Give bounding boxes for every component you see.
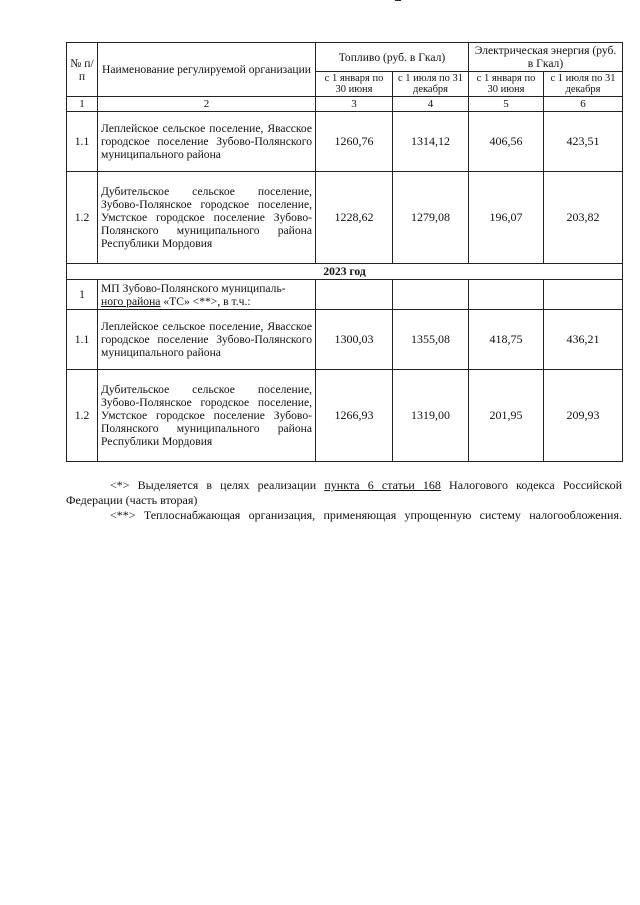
row-name: Дубительское сельское поселение, Зубово-Полянское городское поселение, Умстское городское поселение Зубово-Полянского муниципального района Республики Мордовия — [98, 172, 316, 264]
electricity-period1-value: 418,75 — [469, 310, 544, 370]
empty-cell — [469, 280, 544, 310]
table-row — [67, 310, 623, 370]
electricity-period1-header: с 1 января по 30 июня — [469, 72, 544, 97]
row-name: Леплейское сельское поселение, Явасское городское поселение Зубово-Полянского муниципального района — [98, 310, 316, 370]
index-cell: 5 — [469, 97, 544, 112]
row-number: 1.2 — [67, 172, 98, 264]
row-number: 1.2 — [67, 370, 98, 462]
electricity-period1-value: 196,07 — [469, 172, 544, 264]
organization-name-part1: МП Зубово-Полянского муниципаль- — [101, 281, 286, 295]
fuel-period1-value: 1266,93 — [316, 370, 393, 462]
row-number: 1.1 — [67, 310, 98, 370]
index-cell: 3 — [316, 97, 393, 112]
header-electricity: Электрическая энергия (руб. в Гкал) — [469, 43, 623, 72]
organization-name-part2: «ТС» <**>, в т.ч.: — [160, 294, 251, 308]
index-cell: 6 — [544, 97, 623, 112]
index-cell: 1 — [67, 97, 98, 112]
year-row — [67, 264, 623, 280]
table-row — [67, 280, 623, 310]
fuel-period1-value: 1300,03 — [316, 310, 393, 370]
row-name: Леплейское сельское поселение, Явасское городское поселение Зубово-Полянского муниципального района — [98, 112, 316, 172]
header-num: № п/п — [67, 43, 98, 97]
footnote-1-prefix: <*> Выделяется в целях реализации — [110, 478, 325, 492]
empty-cell — [316, 280, 393, 310]
footnote-1 — [66, 478, 622, 508]
electricity-period2-value: 436,21 — [544, 310, 623, 370]
index-row — [67, 97, 623, 112]
fuel-period2-value: 1319,00 — [393, 370, 469, 462]
organization-name-underlined: ного района — [101, 294, 161, 308]
electricity-period1-value: 406,56 — [469, 112, 544, 172]
electricity-period2-value: 209,93 — [544, 370, 623, 462]
header-fuel: Топливо (руб. в Гкал) — [316, 43, 469, 72]
fuel-period2-value: 1355,08 — [393, 310, 469, 370]
header-row — [67, 43, 623, 72]
table-row — [67, 172, 623, 264]
index-cell: 4 — [393, 97, 469, 112]
electricity-period2-value: 203,82 — [544, 172, 623, 264]
tariff-table — [66, 42, 623, 462]
fuel-period1-value: 1228,62 — [316, 172, 393, 264]
electricity-period1-value: 201,95 — [469, 370, 544, 462]
header-name: Наименование регулируемой организации — [98, 43, 316, 97]
page-top-mark — [395, 0, 401, 1]
empty-cell — [544, 280, 623, 310]
fuel-period2-header: с 1 июля по 31 декабря — [393, 72, 469, 97]
footnote-1-link[interactable]: пункта 6 статьи 168 — [324, 478, 441, 492]
electricity-period2-header: с 1 июля по 31 декабря — [544, 72, 623, 97]
footnote-2: <**> Теплоснабжающая организация, применяющая упрощенную систему налогообложения. — [110, 508, 622, 522]
row-number: 1.1 — [67, 112, 98, 172]
row-number: 1 — [67, 280, 98, 310]
fuel-period2-value: 1279,08 — [393, 172, 469, 264]
fuel-period1-header: с 1 января по 30 июня — [316, 72, 393, 97]
organization-name — [98, 280, 316, 310]
fuel-period2-value: 1314,12 — [393, 112, 469, 172]
year-label: 2023 год — [67, 264, 623, 280]
table-row — [67, 112, 623, 172]
electricity-period2-value: 423,51 — [544, 112, 623, 172]
index-cell: 2 — [98, 97, 316, 112]
row-name: Дубительское сельское поселение, Зубово-Полянское городское поселение, Умстское городское поселение Зубово-Полянского муниципального района Республики Мордовия — [98, 370, 316, 462]
table-row — [67, 370, 623, 462]
empty-cell — [393, 280, 469, 310]
fuel-period1-value: 1260,76 — [316, 112, 393, 172]
footnotes — [66, 478, 622, 523]
footnote-1-suffix: Налогового кодекса Российской Федерации (часть вторая) — [66, 478, 623, 507]
